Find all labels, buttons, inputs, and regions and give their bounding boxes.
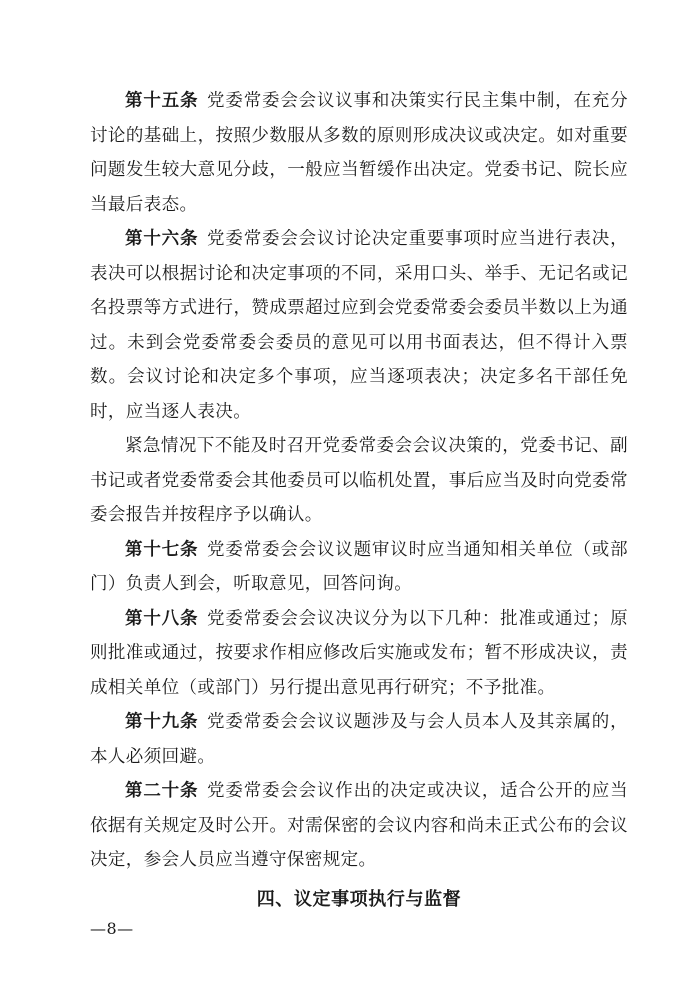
page-number: —8— xyxy=(90,919,134,938)
paragraph-text: 紧急情况下不能及时召开党委常委会会议决策的，党委书记、副书记或者党委常委会其他委员可以临机处置，事后应当及时向党委常委会报告并按程序予以确认。 xyxy=(90,436,628,525)
article-text: 党委常委会会议作出的决定或决议，适合公开的应当依据有关规定及时公开。对需保密的会议内容和尚未正式公布的会议决定，参会人员应当遵守保密规定。 xyxy=(90,781,628,870)
article-label: 第二十条 xyxy=(125,781,199,801)
article-16-emergency-paragraph xyxy=(90,429,628,533)
section-heading: 四、议定事项执行与监督 xyxy=(256,888,462,910)
article-label: 第十八条 xyxy=(125,608,199,629)
article-19 xyxy=(90,705,628,774)
article-text: 党委常委会会议议事和决策实行民主集中制，在充分讨论的基础上，按照少数服从多数的原则形成决议或决定。如对重要问题发生较大意见分歧，一般应当暂缓作出决定。党委书记、院长应当最后表态。 xyxy=(90,91,628,215)
article-text: 党委常委会会议讨论决定重要事项时应当进行表决，表决可以根据讨论和决定事项的不同，采用口头、举手、无记名或记名投票等方式进行，赞成票超过应到会党委常委会委员半数以上为通过。未到会党委常委会委员的意见可以用书面表达，但不得计入票数。会议讨论和决定多个事项，应当逐项表决；决定多名干部任免时，应当逐人表决。 xyxy=(90,229,628,422)
document-body xyxy=(90,84,628,918)
article-text: 党委常委会会议议题涉及与会人员本人及其亲属的，本人必须回避。 xyxy=(90,712,628,767)
article-text: 党委常委会会议议题审议时应当通知相关单位（或部门）负责人到会，听取意见，回答问询。 xyxy=(90,539,628,594)
article-16 xyxy=(90,222,628,429)
article-label: 第十五条 xyxy=(125,91,199,111)
article-label: 第十七条 xyxy=(125,539,199,560)
article-label: 第十九条 xyxy=(125,712,199,732)
article-18 xyxy=(90,602,628,706)
article-20 xyxy=(90,774,628,878)
article-15 xyxy=(90,84,628,222)
article-17 xyxy=(90,533,628,602)
article-text: 党委常委会会议决议分为以下几种：批准或通过；原则批准或通过，按要求作相应修改后实施或发布；暂不形成决议，责成相关单位（或部门）另行提出意见再行研究；不予批准。 xyxy=(90,608,628,698)
article-label: 第十六条 xyxy=(125,229,199,249)
